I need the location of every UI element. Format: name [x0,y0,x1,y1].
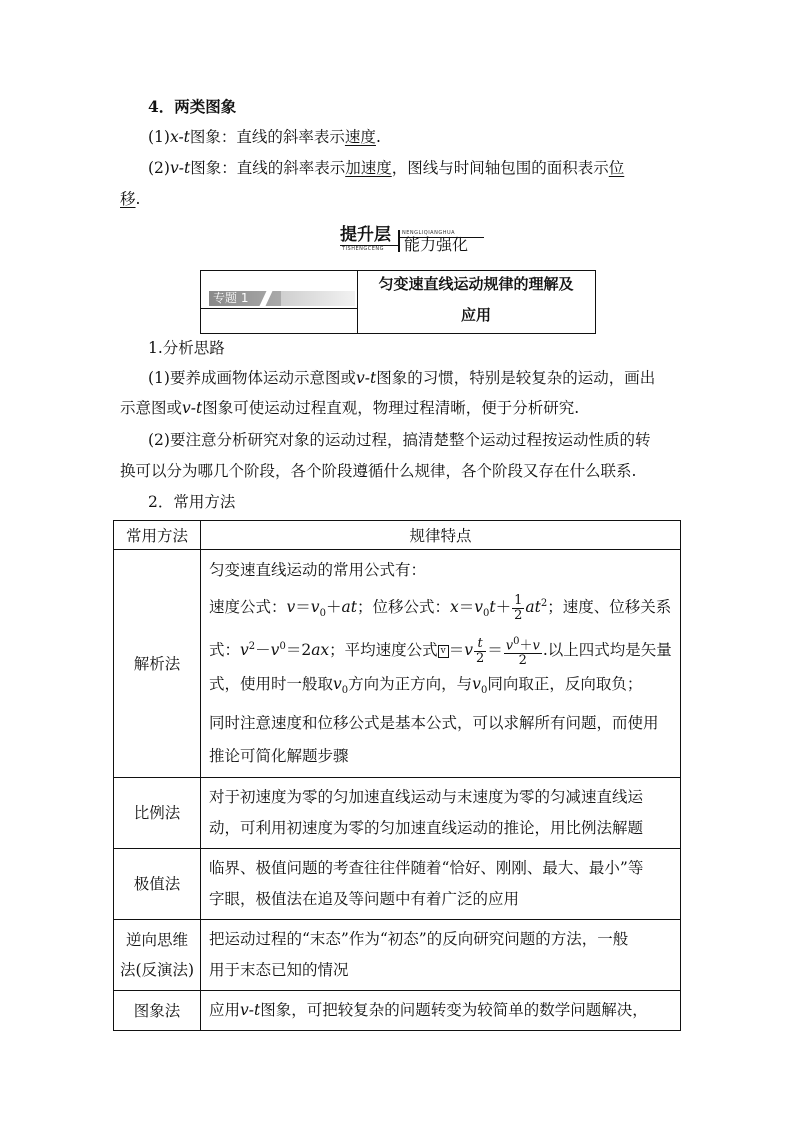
desc-line [209,630,674,668]
section-heading: 4．两类图象 [148,97,237,116]
answer-underlined: 移 [120,190,136,208]
var-xt: x-t [169,128,190,146]
velocity-formula: $v=v_0+at$ [286,598,357,620]
text: ；位移公式： [356,598,450,617]
text: .以上四式均是矢量 [542,641,672,660]
text: (1)要养成画物体运动示意图或 [148,369,356,387]
method-name-line: 法(反演法) [119,961,195,980]
item-text: ，图线与时间轴包围的面积表示 [391,159,609,177]
table-row [114,778,681,849]
table-row [114,550,681,778]
topic-divider-h [201,308,357,309]
header-method: 常用方法 [114,521,201,550]
var-v0: v [472,675,481,694]
relation-formula: $v^2-v^0=2ax$ [240,641,330,660]
method-name: 极值法 [114,849,201,920]
answer-underlined: 位 [608,159,625,177]
text: 图象，可把较复杂的问题转变为较简单的数学问题解决， [260,1001,648,1020]
topic-tag-stripe [281,291,355,306]
desc-line: 同时注意速度和位移公式是基本公式，可以求解所有问题，而使用 [209,714,659,733]
desc-line: 临界、极值问题的考查往往伴随着“恰好、刚刚、最大、最小”等 [209,859,644,878]
item-vt [148,157,624,179]
banner-left-title: 提升层 [340,225,391,245]
method-desc [201,849,681,920]
text: 方向为正方向，与 [348,675,473,694]
analysis-p1-line2 [120,397,579,419]
analysis-heading: 1.分析思路 [148,339,225,357]
text: 式，使用时一般取 [209,675,334,694]
var-vt: v-t [355,369,377,387]
text: 示意图或 [120,399,183,417]
var-vt: v-t [240,1001,261,1020]
desc-line [209,587,674,630]
banner-right-title: 能力强化 [404,235,469,254]
item-text: 图象：直线的斜率表示 [189,128,345,146]
table-header-row [114,521,681,550]
desc-line: 推论可简化解题步骤 [209,747,349,766]
topic-tag: 专题 1 [209,291,281,306]
banner-divider [398,230,400,252]
method-desc [201,550,681,778]
methods-heading: 2．常用方法 [148,493,236,511]
text: 应用 [209,1001,241,1020]
desc-line: 把运动过程的“末态”作为“初态”的反向研究问题的方法，一般 [209,930,629,949]
desc-line [209,995,674,1026]
desc-line: 式，使用时一般取$v_0$方向为正方向，与$v_0$同向取正，反向取负； [209,675,643,697]
answer-underlined: 速度 [344,128,376,146]
text: 图象可使运动过程直观，物理过程清晰，便于分析研究. [202,399,580,417]
text: 速度公式： [209,598,287,617]
topic-box [200,270,596,334]
method-desc [201,778,681,849]
desc-line: 匀变速直线运动的常用公式有： [209,561,427,579]
item-text: 图象：直线的斜率表示 [190,159,346,177]
table-row [114,849,681,920]
text: 式： [209,641,241,660]
var-vt: v-t [169,159,191,177]
period: . [375,128,381,146]
text: 同向取正，反向取负； [487,675,643,694]
item-vt-cont [120,188,140,210]
desc-line: 字眼，极值法在追及等问题中有着广泛的应用 [209,890,520,909]
average-velocity-formula: v ＝v $\frac{t}{2}$ ＝ $\frac{v^0+v}{2}$ [438,641,543,659]
banner-pinyin-top: NENGLIQIANGHUA [402,230,456,236]
item-prefix: (1) [148,128,170,146]
desc-line: 用于末态已知的情况 [209,961,349,980]
section-banner [340,224,490,254]
method-desc [201,920,681,991]
method-name: 解析法 [114,550,201,778]
method-name-line: 逆向思维 [125,931,188,950]
method-desc [201,991,681,1031]
var-vt: v-t [182,399,203,417]
answer-underlined: 加速度 [345,159,392,177]
header-feature: 规律特点 [201,521,681,550]
desc-line: 对于初速度为零的匀加速直线运动与末速度为零的匀减速直线运 [209,788,644,807]
displacement-formula: $x=v_0t+$ $\frac{1}{2}$ $at^2$ [449,592,548,623]
desc-line: 动，可利用初速度为零的匀加速直线运动的推论，用比例法解题 [209,819,644,838]
topic-title-line2: 应用 [460,306,491,324]
banner-pinyin-bottom: TISHENGCENG [342,246,385,252]
period: . [135,190,141,208]
method-name: 图象法 [114,991,201,1031]
method-name: 比例法 [114,778,201,849]
topic-title-line1: 匀变速直线运动规律的理解及 [378,275,574,293]
analysis-p2-line1: (2)要注意分析研究对象的运动过程，搞清楚整个运动过程按运动性质的转 [148,431,651,449]
item-xt [148,126,381,148]
table-row [114,991,681,1031]
analysis-p2-line2: 换可以分为哪几个阶段，各个阶段遵循什么规律，各个阶段又存在什么联系. [120,462,637,480]
text: 图象的习惯，特别是较复杂的运动，画出 [376,369,656,387]
text: ；平均速度公式 [329,641,438,660]
table-row [114,920,681,991]
var-v0: v [333,675,342,694]
analysis-p1-line1 [148,367,655,389]
methods-table [113,520,681,1031]
item-prefix: (2) [148,159,170,177]
text: ；速度、位移关系 [547,598,672,617]
method-name [114,920,201,991]
